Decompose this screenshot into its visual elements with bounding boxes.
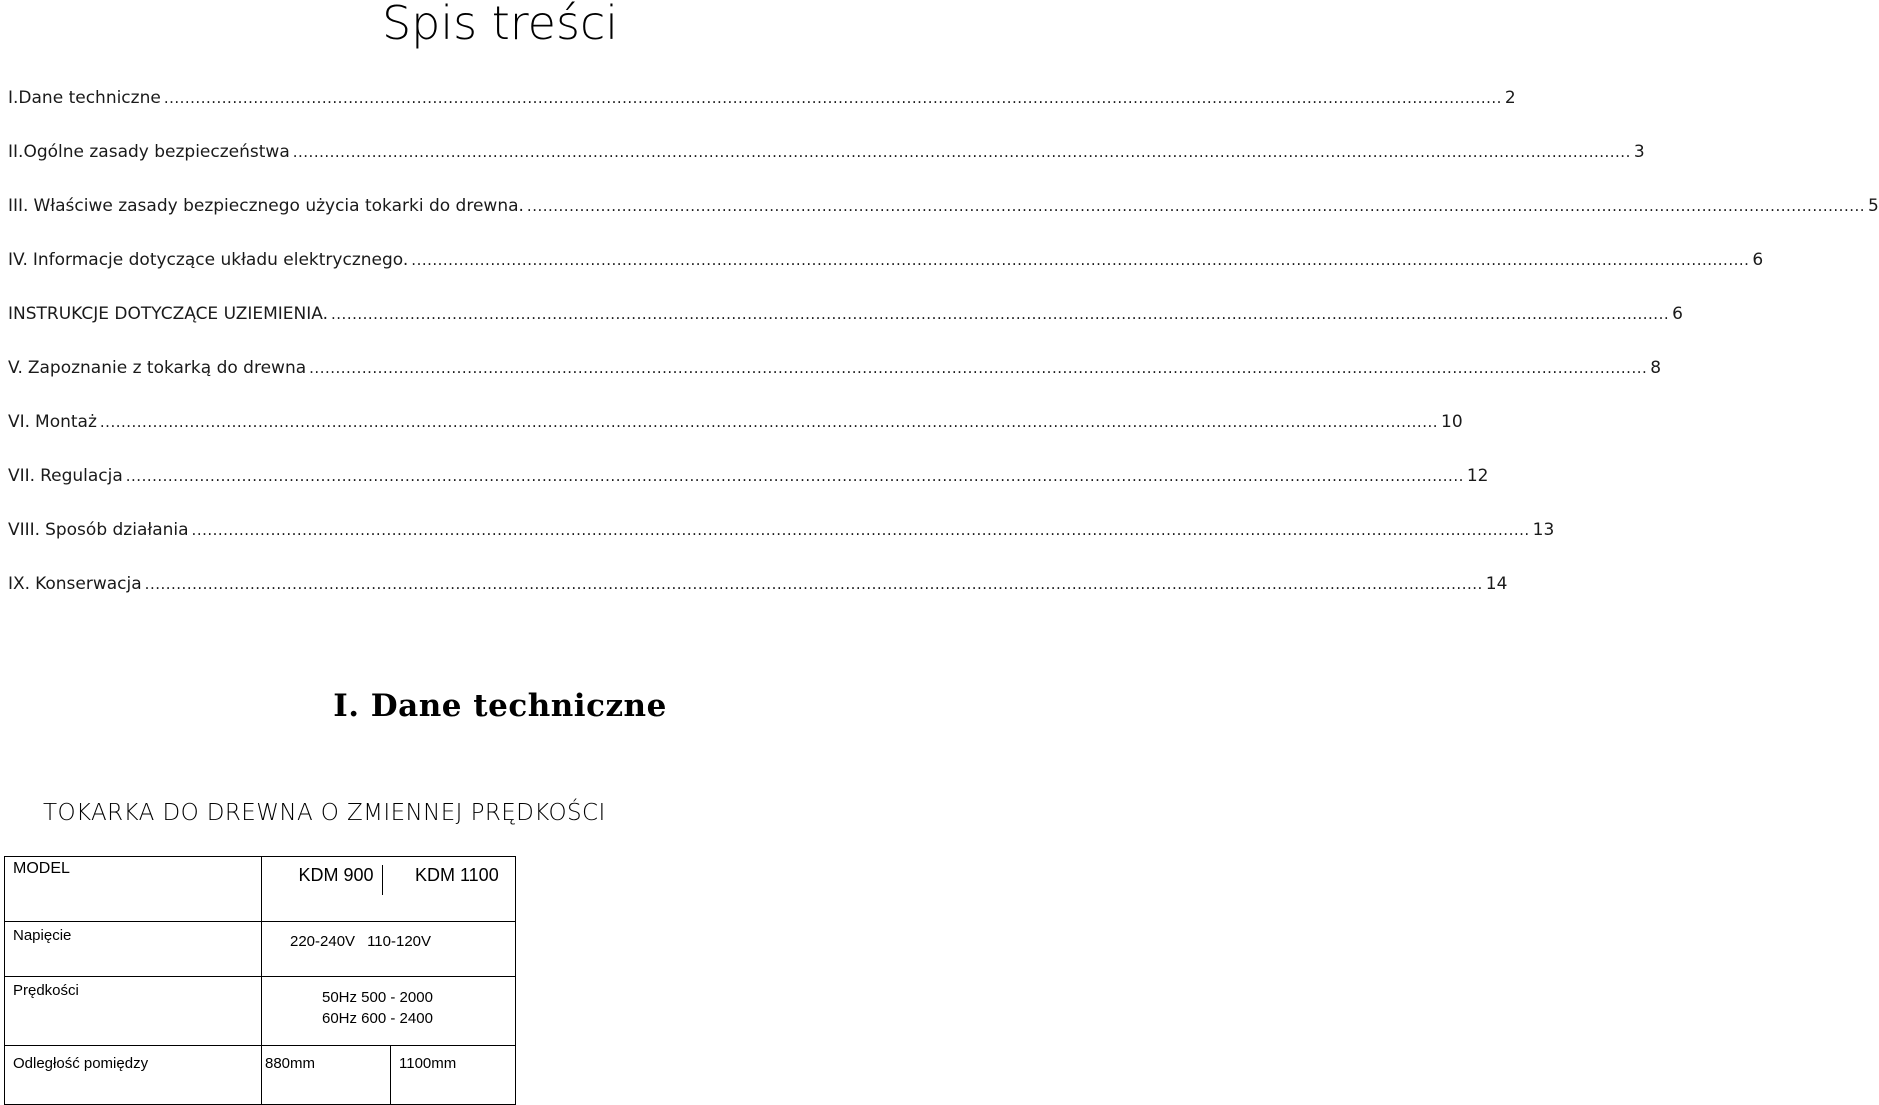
toc-page-number: 14 bbox=[1485, 574, 1508, 594]
toc-entry-dane-techniczne[interactable] bbox=[8, 88, 1516, 118]
toc-entry-uziemienie[interactable] bbox=[8, 304, 1683, 334]
toc-page-number: 12 bbox=[1466, 466, 1489, 486]
toc-number: V. bbox=[8, 358, 23, 378]
toc-leader-dots bbox=[164, 89, 1502, 107]
toc-leader-dots bbox=[126, 467, 1464, 485]
voltage-value-2: 110-120V bbox=[367, 933, 432, 950]
table-row bbox=[5, 1046, 516, 1105]
speed-value-50hz: 50Hz 500 - 2000 bbox=[322, 989, 433, 1006]
toc-entry-montaz[interactable] bbox=[8, 412, 1463, 442]
toc-leader-dots bbox=[309, 359, 1647, 377]
toc-entry-wlasciwe-zasady[interactable] bbox=[8, 196, 1879, 226]
toc-number: II. bbox=[8, 142, 24, 162]
page-title: Spis treści bbox=[381, 0, 619, 50]
speed-label-cell: Prędkości bbox=[5, 977, 262, 1046]
toc-number: IV. bbox=[8, 250, 28, 270]
toc-number: VII. bbox=[8, 466, 36, 486]
toc-leader-dots bbox=[411, 251, 1749, 269]
distance-value-2: 1100mm bbox=[399, 1055, 457, 1072]
speed-values-cell bbox=[262, 977, 516, 1046]
voltage-label-cell: Napięcie bbox=[5, 922, 262, 977]
toc-leader-dots bbox=[331, 305, 1669, 323]
toc-number: IX. bbox=[8, 574, 31, 594]
toc-title: Sposób działania bbox=[45, 520, 189, 540]
model-values-cell bbox=[262, 857, 516, 922]
toc-page-number: 5 bbox=[1868, 196, 1879, 216]
toc-entry-ogolne-zasady[interactable] bbox=[8, 142, 1645, 172]
toc-number: I. bbox=[8, 88, 19, 108]
toc-page-number: 8 bbox=[1650, 358, 1662, 378]
toc-title: Konserwacja bbox=[35, 574, 142, 594]
toc-title: Informacje dotyczące układu elektrycznego. bbox=[32, 250, 409, 270]
model-kdm900: KDM 900 bbox=[290, 865, 383, 895]
toc-title: Montaż bbox=[35, 412, 97, 432]
toc-entry-uklad-elektryczny[interactable] bbox=[8, 250, 1764, 280]
voltage-values-cell bbox=[262, 922, 516, 977]
table-row bbox=[5, 922, 516, 977]
toc-page-number: 6 bbox=[1672, 304, 1683, 324]
toc-entry-zapoznanie[interactable] bbox=[8, 358, 1662, 388]
toc-page-number: 10 bbox=[1441, 412, 1463, 432]
distance-subtable bbox=[5, 1046, 515, 1104]
toc-entry-konserwacja[interactable] bbox=[8, 574, 1508, 604]
toc-number: III. bbox=[8, 196, 29, 216]
distance-label-cell: Odległość pomiędzy bbox=[5, 1046, 262, 1104]
table-row bbox=[5, 857, 516, 922]
distance-value-1: 880mm bbox=[262, 1046, 391, 1104]
product-subheading: TOKARKA DO DREWNA O ZMIENNEJ PRĘDKOŚCI bbox=[43, 800, 606, 826]
speed-value-60hz: 60Hz 600 - 2400 bbox=[322, 1010, 433, 1027]
toc-entry-sposob-dzialania[interactable] bbox=[8, 520, 1555, 550]
toc-title: Dane techniczne bbox=[18, 88, 161, 108]
toc-title: Zapoznanie z tokarką do drewna bbox=[27, 358, 307, 378]
toc-title: Właściwe zasady bezpiecznego użycia tokarki do drewna. bbox=[33, 196, 524, 216]
toc-leader-dots bbox=[192, 521, 1530, 539]
toc-page-number: 2 bbox=[1504, 88, 1516, 108]
distance-row-wrapper bbox=[5, 1046, 516, 1105]
toc-title: INSTRUKCJE DOTYCZĄCE UZIEMIENIA. bbox=[8, 304, 329, 324]
toc-title: Ogólne zasady bezpieczeństwa bbox=[23, 142, 290, 162]
model-kdm1100: KDM 1100 bbox=[415, 865, 499, 885]
toc-number: VIII. bbox=[8, 520, 41, 540]
toc-entry-regulacja[interactable] bbox=[8, 466, 1489, 496]
toc-leader-dots bbox=[527, 197, 1865, 215]
toc-leader-dots bbox=[145, 575, 1483, 593]
toc-page-number: 6 bbox=[1752, 250, 1764, 270]
specifications-table bbox=[4, 856, 516, 1105]
section-heading: I. Dane techniczne bbox=[333, 688, 667, 724]
toc-page-number: 13 bbox=[1532, 520, 1555, 540]
toc-leader-dots bbox=[293, 143, 1631, 161]
toc-number: VI. bbox=[8, 412, 31, 432]
voltage-value-1: 220-240V bbox=[290, 933, 356, 950]
toc-title: Regulacja bbox=[40, 466, 123, 486]
table-row bbox=[5, 977, 516, 1046]
toc-page-number: 3 bbox=[1633, 142, 1645, 162]
model-label-cell: MODEL bbox=[5, 857, 262, 922]
toc-leader-dots bbox=[100, 413, 1438, 431]
